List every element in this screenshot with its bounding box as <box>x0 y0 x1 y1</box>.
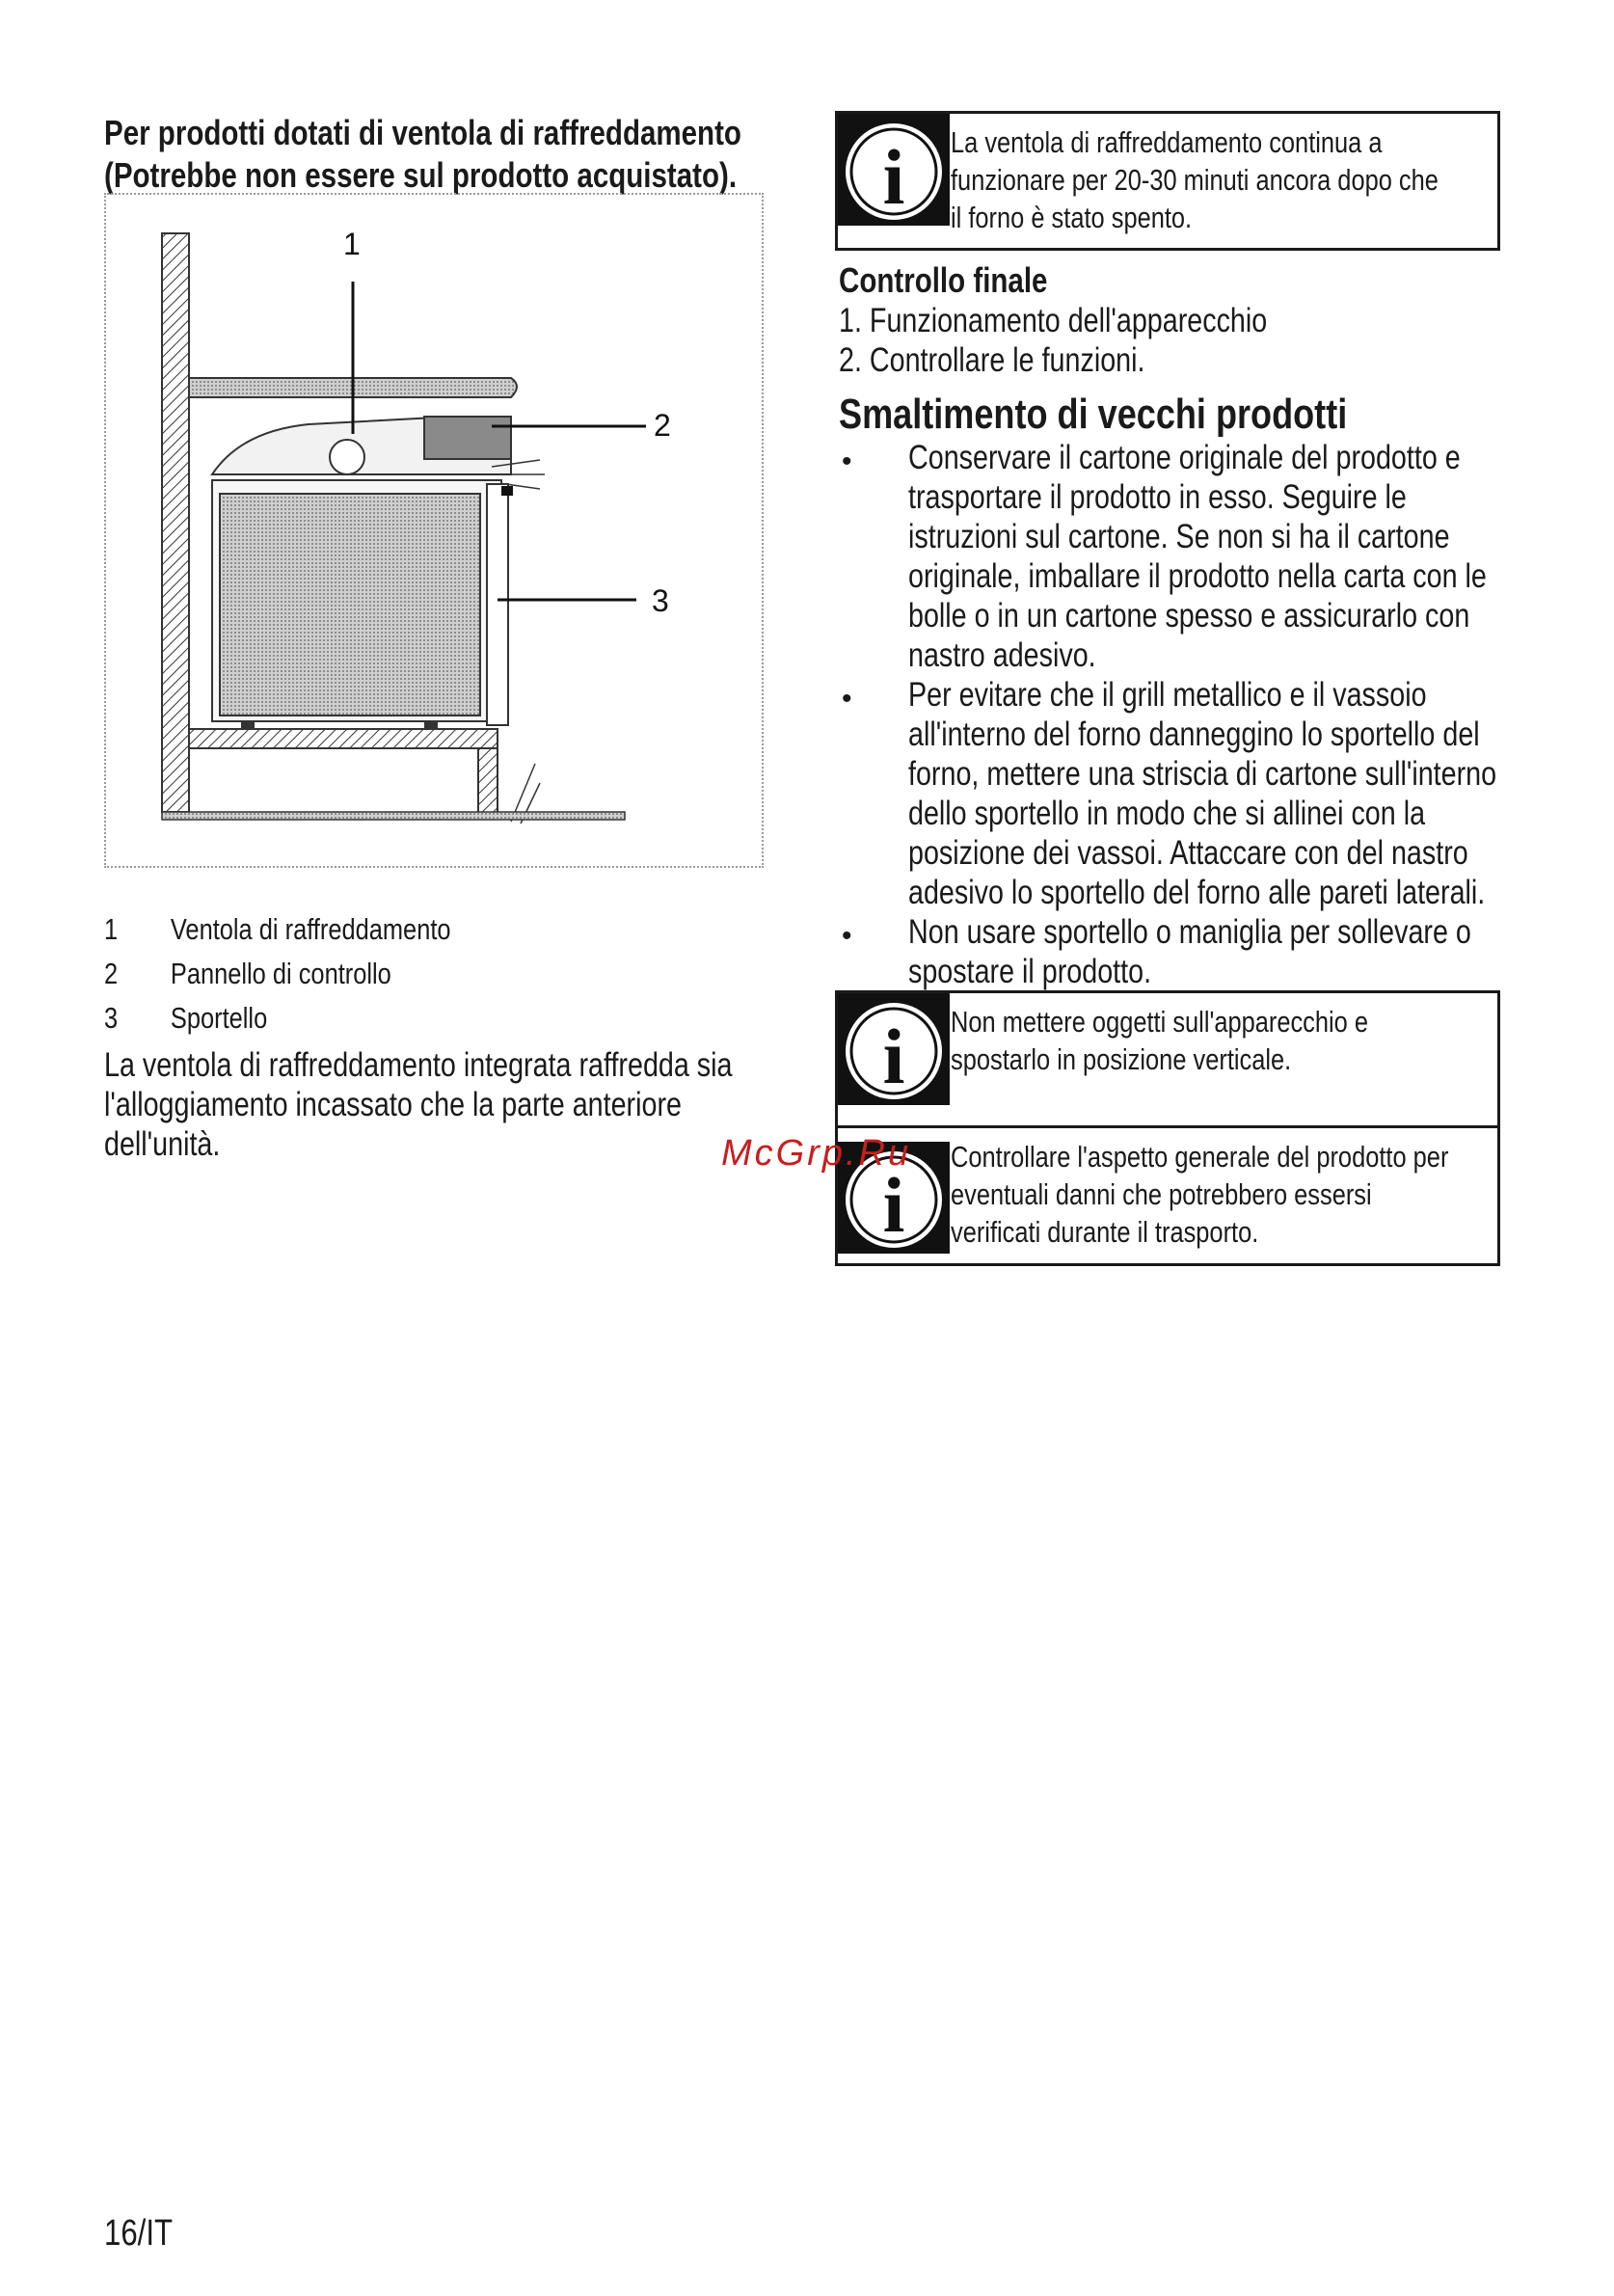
bullet-line: bolle o in un cartone spesso e assicurarlo con <box>908 597 1470 635</box>
callout-2: 2 <box>654 408 671 443</box>
oven-installation-diagram <box>106 195 762 866</box>
legend-number: 3 <box>104 1001 119 1035</box>
bullet-line: forno, mettere una striscia di cartone sull'interno <box>908 755 1497 793</box>
legend-number: 2 <box>104 957 119 990</box>
svg-text:i: i <box>882 1013 905 1100</box>
bullet-line: dello sportello in modo che si allinei con la <box>908 795 1426 832</box>
info-line: Non mettere oggetti sull'apparecchio e <box>951 1005 1369 1039</box>
info-line: Controllare l'aspetto generale del prodotto per <box>951 1140 1449 1174</box>
paragraph-line: dell'unità. <box>104 1125 221 1163</box>
oven-cooling-fan-figure <box>104 193 764 868</box>
section-heading-line1: Per prodotti dotati di ventola di raffreddamento <box>104 113 741 152</box>
info-note-text <box>951 123 1439 236</box>
info-icon <box>838 993 950 1105</box>
legend-label: Pannello di controllo <box>170 957 391 990</box>
control-panel-block <box>424 417 511 459</box>
disposal-bullet-2 <box>908 675 1496 912</box>
bullet-line: originale, imballare il prodotto nella carta con le <box>908 557 1487 595</box>
info-line: verificati durante il trasporto. <box>951 1215 1259 1249</box>
disposal-title: Smaltimento di vecchi prodotti <box>839 391 1348 438</box>
info-line: spostarlo in posizione verticale. <box>951 1042 1292 1076</box>
final-check-item: 2. Controllare le funzioni. <box>839 341 1145 379</box>
page-number: 16/IT <box>104 2213 174 2254</box>
info-line: La ventola di raffreddamento continua a <box>951 125 1383 159</box>
legend-label: Sportello <box>170 1001 268 1035</box>
info-note-no-objects <box>835 990 1500 1128</box>
floor <box>162 812 625 820</box>
watermark-text: McGrp.Ru <box>721 1133 912 1174</box>
legend-label: Ventola di raffreddamento <box>170 912 451 946</box>
info-note-transport-damage <box>835 1125 1500 1266</box>
info-line: eventuali danni che potrebbero essersi <box>951 1177 1372 1211</box>
bullet-line: all'interno del forno danneggino lo sportello del <box>908 716 1480 753</box>
bullet-marker: • <box>842 920 852 952</box>
callout-3: 3 <box>652 583 669 618</box>
info-note-cooling-fan <box>835 111 1500 251</box>
paragraph-line: La ventola di raffreddamento integrata raffredda sia <box>104 1046 733 1084</box>
bullet-line: trasportare il prodotto in esso. Seguire le <box>908 478 1407 516</box>
fan-description-paragraph <box>104 1045 733 1164</box>
svg-text:i: i <box>882 1161 905 1249</box>
legend-number: 1 <box>104 912 119 946</box>
cooling-fan-wheel <box>330 440 364 474</box>
bullet-marker: • <box>842 446 852 477</box>
callout-1: 1 <box>343 227 361 261</box>
bullet-line: Non usare sportello o maniglia per sollevare o <box>908 913 1471 951</box>
final-check-item: 1. Funzionamento dell'apparecchio <box>839 302 1268 339</box>
oven-cavity <box>220 494 480 716</box>
info-note-text <box>951 1138 1448 1251</box>
bullet-line: istruzioni sul cartone. Se non si ha il cartone <box>908 518 1450 555</box>
bullet-line: Conservare il cartone originale del prodotto e <box>908 439 1461 476</box>
door-handle <box>501 486 513 496</box>
bullet-line: nastro adesivo. <box>908 636 1096 674</box>
cabinet-side <box>478 748 498 816</box>
disposal-bullet-1 <box>908 438 1487 675</box>
svg-text:i: i <box>882 133 905 221</box>
oven-foot <box>424 721 438 729</box>
bullet-line: posizione dei vassoi. Attaccare con del nastro <box>908 834 1468 872</box>
info-line: il forno è stato spento. <box>951 201 1193 234</box>
disposal-bullet-3 <box>908 912 1471 991</box>
oven-door <box>487 484 508 725</box>
paragraph-line: l'alloggiamento incassato che la parte anteriore <box>104 1086 682 1123</box>
cabinet-shelf <box>189 729 498 748</box>
bullet-marker: • <box>842 683 852 715</box>
bullet-line: adesivo lo sportello del forno alle pareti laterali. <box>908 874 1486 911</box>
section-heading-line2: (Potrebbe non essere sul prodotto acquistato). <box>104 155 738 195</box>
wall-hatch <box>162 233 189 812</box>
info-line: funzionare per 20-30 minuti ancora dopo che <box>951 163 1439 197</box>
bullet-line: spostare il prodotto. <box>908 953 1152 990</box>
oven-foot <box>241 721 255 729</box>
final-check-title: Controllo finale <box>839 260 1048 300</box>
bullet-line: Per evitare che il grill metallico e il vassoio <box>908 676 1427 714</box>
info-icon <box>838 114 950 226</box>
info-note-text <box>951 1003 1368 1078</box>
